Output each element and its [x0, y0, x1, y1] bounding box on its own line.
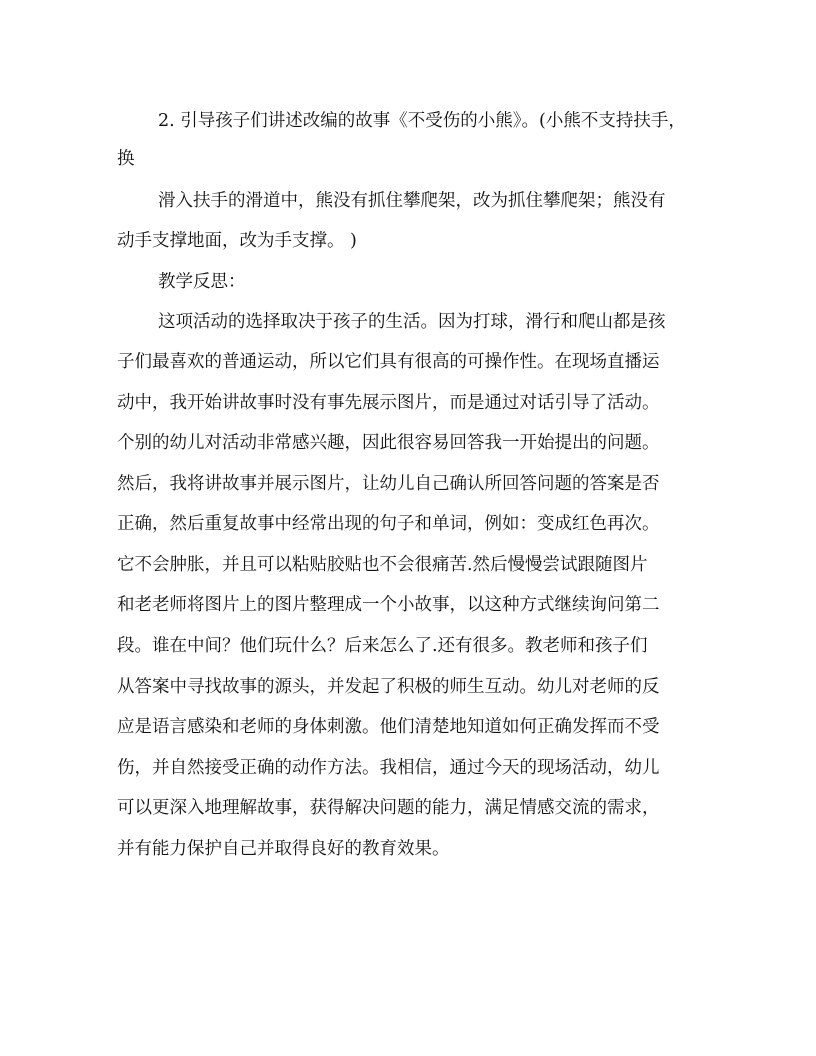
reflection-line-4: 个别的幼儿对活动非常感兴趣，因此很容易回答我一开始提出的问题。 — [117, 433, 660, 453]
item2-line-3: 滑入扶手的滑道中，熊没有抓住攀爬架，改为抓住攀爬架；熊没有 — [158, 191, 666, 211]
reflection-line-12: 伤，并自然接受正确的动作方法。我相信，通过今天的现场活动，幼儿 — [117, 758, 660, 778]
reflection-line-1: 这项活动的选择取决于孩子的生活。因为打球，滑行和爬山都是孩 — [158, 312, 666, 332]
reflection-line-13: 可以更深入地理解故事，获得解决问题的能力，满足情感交流的需求， — [117, 798, 660, 818]
reflection-line-7: 它不会肿胀，并且可以粘贴胶贴也不会很痛苦.然后慢慢尝试跟随图片 — [117, 555, 648, 575]
reflection-line-5: 然后，我将讲故事并展示图片，让幼儿自己确认所回答问题的答案是否 — [117, 474, 660, 494]
reflection-line-14: 并有能力保护自己并取得良好的教育效果。 — [117, 839, 450, 859]
reflection-line-6: 正确，然后重复故事中经常出现的句子和单词，例如：变成红色再次。 — [117, 514, 660, 534]
reflection-line-3: 动中，我开始讲故事时没有事先展示图片，而是通过对话引导了活动。 — [117, 393, 660, 413]
item2-line-1: 2. 引导孩子们讲述改编的故事《不受伤的小熊》。(小熊不支持扶手， — [158, 111, 686, 131]
reflection-line-10: 从答案中寻找故事的源头，并发起了积极的师生互动。幼儿对老师的反 — [117, 677, 660, 697]
item2-line-2: 换 — [117, 149, 135, 169]
item2-line-4: 动手支撑地面，改为手支撑。 ) — [117, 231, 357, 251]
reflection-line-8: 和老老师将图片上的图片整理成一个小故事，以这种方式继续询问第二 — [117, 595, 660, 615]
reflection-heading: 教学反思： — [158, 272, 246, 292]
reflection-line-11: 应是语言感染和老师的身体刺激。他们清楚地知道如何正确发挥而不受 — [117, 717, 660, 737]
reflection-line-2: 子们最喜欢的普通运动，所以它们具有很高的可操作性。在现场直播运 — [117, 352, 660, 372]
reflection-line-9: 段。谁在中间？他们玩什么？后来怎么了.还有很多。教老师和孩子们 — [117, 636, 648, 656]
